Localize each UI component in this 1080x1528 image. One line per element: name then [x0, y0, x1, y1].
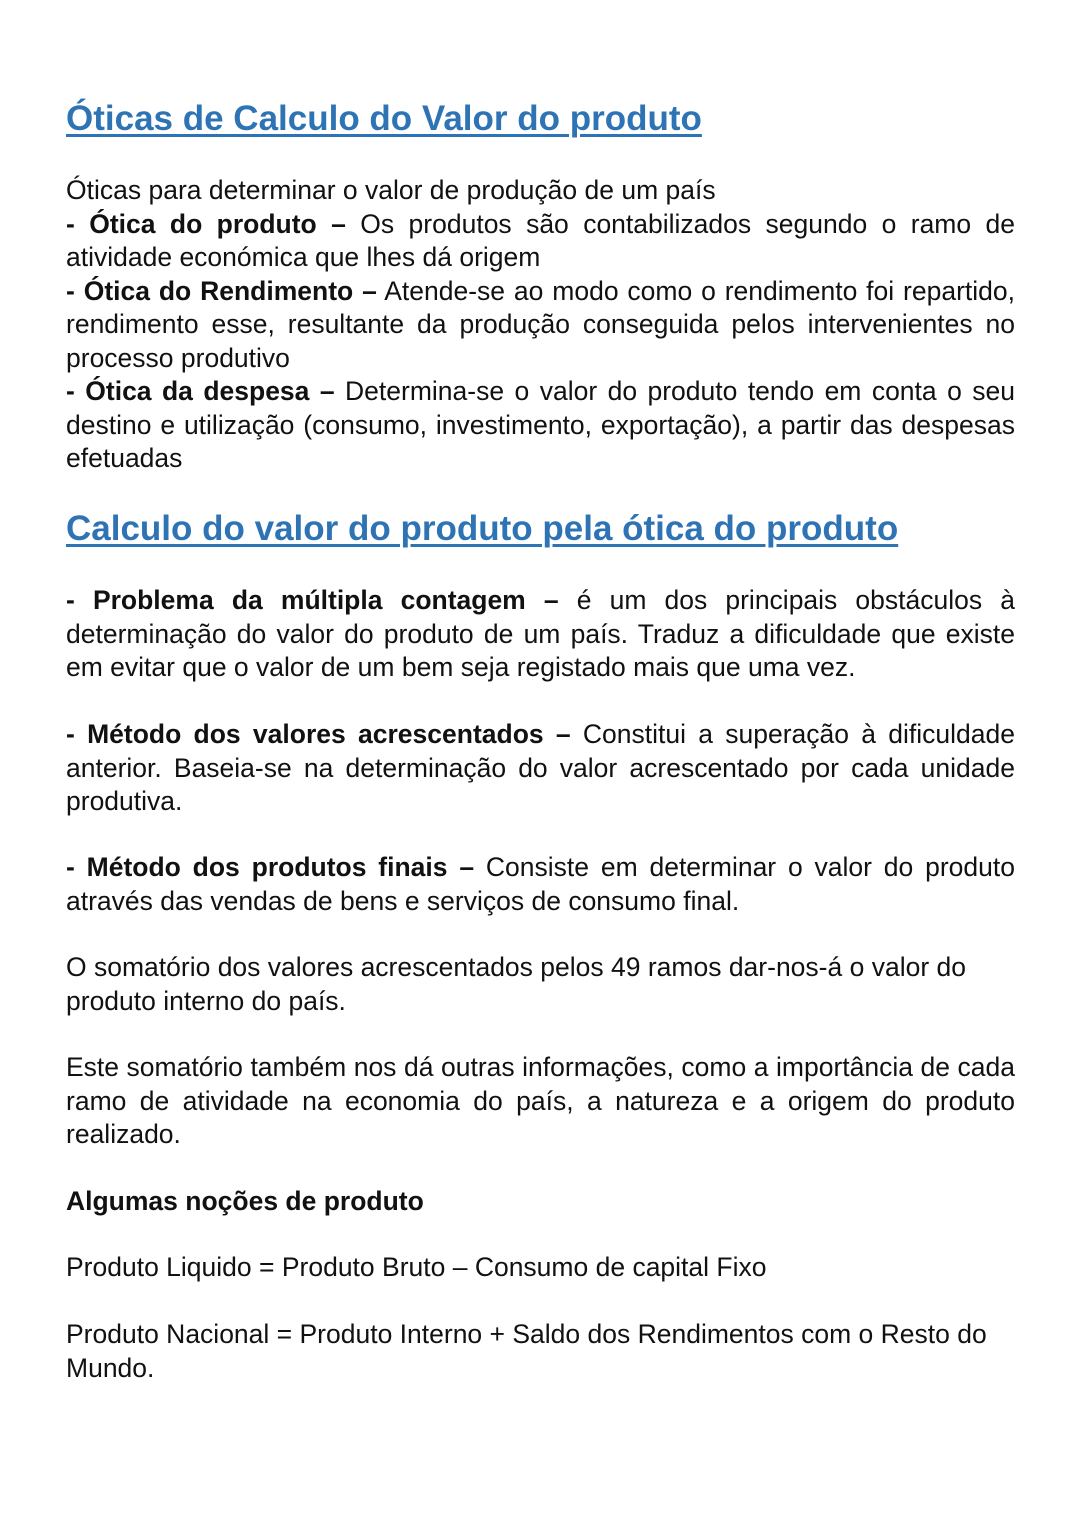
paragraph-somatorio: O somatório dos valores acrescentados pelos 49 ramos dar-nos-á o valor do produto interno do país.: [66, 952, 966, 1016]
formula-produto-nacional: Produto Nacional = Produto Interno + Saldo dos Rendimentos com o Resto do Mundo.: [66, 1319, 987, 1383]
definition-valores-acrescentados: [66, 718, 1015, 819]
paragraph-informacoes: Este somatório também nos dá outras informações, como a importância de cada ramo de atividade na economia do país, a natureza e a origem do produto realizado.: [66, 1052, 1015, 1149]
definition-multipla-contagem: [66, 584, 1015, 685]
formula-produto-liquido: Produto Liquido = Produto Bruto – Consumo de capital Fixo: [66, 1252, 767, 1282]
definition-text: Consiste em determinar o valor do produto através das vendas de bens e serviços de consumo final.: [66, 852, 1015, 916]
term: - Ótica da despesa –: [66, 376, 335, 406]
term: - Método dos valores acrescentados –: [66, 719, 571, 749]
term: - Ótica do Rendimento –: [66, 275, 377, 306]
term: - Método dos produtos finais –: [66, 852, 475, 882]
section-oticas-body: [66, 174, 1015, 476]
definition-otica-despesa: [66, 375, 1015, 476]
definition-otica-produto: [66, 208, 1015, 275]
term: - Ótica do produto –: [66, 208, 346, 239]
intro-line: Óticas para determinar o valor de produção de um país: [66, 175, 716, 205]
term: - Problema da múltipla contagem –: [66, 585, 559, 615]
definition-otica-rendimento: [66, 275, 1015, 376]
definition-text: Constitui a superação à dificuldade anterior. Baseia-se na determinação do valor acrescentado por cada unidade produtiva.: [66, 719, 1015, 816]
definition-text: é um dos principais obstáculos à determinação do valor do produto de um país. Traduz a dificuldade que existe em evitar que o valor de um bem seja registado mais que uma vez.: [66, 585, 1015, 682]
definition-produtos-finais: [66, 851, 1015, 918]
definition-text: Os produtos são contabilizados segundo o ramo de atividade económica que lhes dá origem: [66, 208, 1015, 272]
subheading-nocoes: Algumas noções de produto: [66, 1186, 424, 1216]
section-heading-oticas: Óticas de Calculo do Valor do produto: [66, 99, 702, 138]
section-heading-calculo: Calculo do valor do produto pela ótica do produto: [66, 509, 899, 548]
definition-text: Atende-se ao modo como o rendimento foi repartido, rendimento esse, resultante da produção conseguida pelos intervenientes no processo produtivo: [66, 275, 1015, 373]
definition-text: Determina-se o valor do produto tendo em conta o seu destino e utilização (consumo, investimento, exportação), a partir das despesas efetuadas: [66, 376, 1015, 473]
